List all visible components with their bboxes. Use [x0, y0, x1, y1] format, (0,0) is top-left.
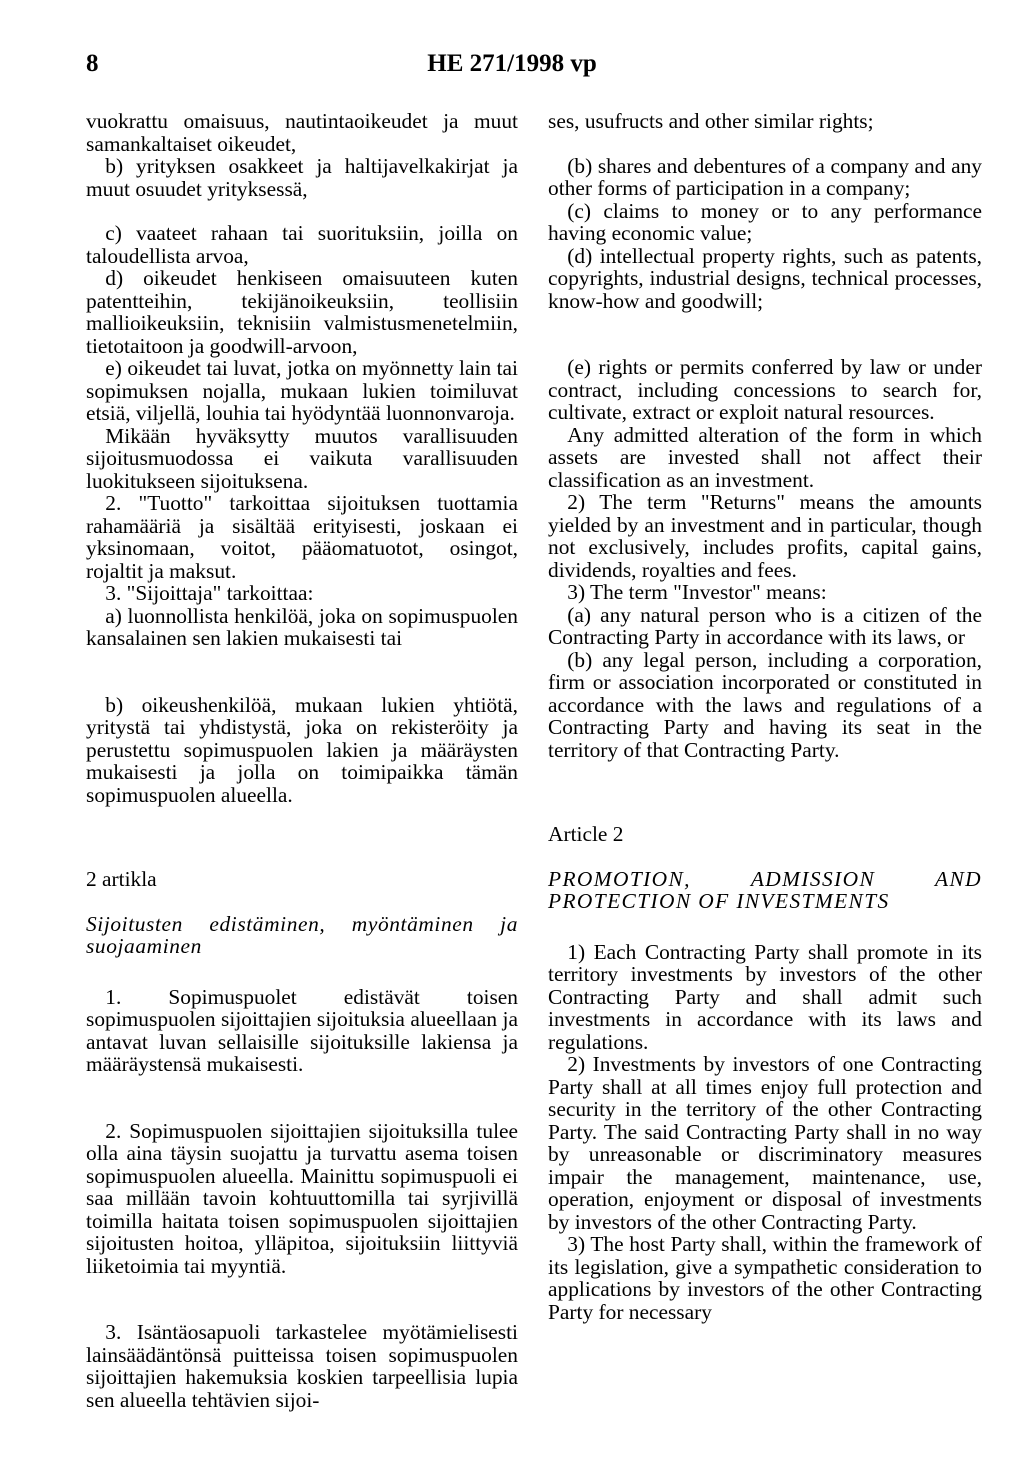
document-id: HE 271/1998 vp [427, 50, 597, 77]
fi-article-paragraph-1: 1. Sopimuspuolet edistävät toisen sopimuspuolen sijoittajien sijoituksia alueellaan ja antavat luvan sellaisille sijoituksille lakiensa ja määräystensä mukaisesti. [86, 984, 518, 1076]
fi-paragraph-9: a) luonnollista henkilöä, joka on sopimuspuolen kansalainen sen lakien mukaisesti tai [86, 603, 518, 650]
fi-paragraph-6: Mikään hyväksytty muutos varallisuuden sijoitusmuodossa ei vaikuta varallisuuden luokitukseen sijoituksena. [86, 423, 518, 493]
en-paragraph-8: 3) The term "Investor" means: [567, 580, 827, 604]
fi-paragraph-1: vuokrattu omaisuus, nautintaoikeudet ja muut samankaltaiset oikeudet, [86, 109, 518, 156]
en-paragraph-10: (b) any legal person, including a corporation, firm or association incorporated or constituted in accordance with the laws and regulations of a Contracting Party and having its seat in the territory of that Contracting Party. [548, 647, 982, 762]
fi-article-heading: 2 artikla [86, 867, 157, 891]
page-number: 8 [86, 50, 99, 77]
fi-paragraph-7: 2. "Tuotto" tarkoittaa sijoituksen tuottamia rahamääriä ja sisältää erityisesti, joskaan ei yksinomaan, voitot, pääomatuotot, osingot, rojaltit ja maksut. [86, 491, 518, 583]
en-article-paragraph-1: 1) Each Contracting Party shall promote in its territory investments by investors of the other Contracting Party and shall admit such investments in accordance with its laws and regulations. [548, 939, 982, 1054]
english-column [548, 110, 982, 1323]
fi-paragraph-4: d) oikeudet henkiseen omaisuuteen kuten patentteihin, tekijänoikeuksiin, teollisiin mallioikeuksiin, teknisiin valmistusmenetelmiin, tietotaitoon ja goodwill-arvoon, [86, 266, 518, 358]
fi-article-title: Sijoitusten edistäminen, myöntäminen ja suojaaminen [86, 911, 518, 958]
en-article-paragraph-2: 2) Investments by investors of one Contracting Party shall at all times enjoy full protection and security in the territory of the other Contracting Party. The said Contracting Party shall in no way by unreasonable or discriminatory measures impair the management, maintenance, use, operation, enjoyment or disposal of investments by investors of the other Contracting Party. [548, 1052, 982, 1234]
finnish-column [86, 110, 518, 1411]
en-paragraph-7: 2) The term "Returns" means the amounts yielded by an investment and in particular, though not exclusively, includes profits, capital gains, dividends, royalties and fees. [548, 490, 982, 582]
en-article-title: PROMOTION, ADMISSION AND PROTECTION OF INVESTMENTS [548, 866, 982, 913]
fi-paragraph-2: b) yrityksen osakkeet ja haltijavelkakirjat ja muut osuudet yrityksessä, [86, 154, 518, 201]
fi-paragraph-3: c) vaateet rahaan tai suorituksiin, joilla on taloudellista arvoa, [86, 221, 518, 268]
en-paragraph-6: Any admitted alteration of the form in which assets are invested shall not affect their classification as an investment. [548, 422, 982, 492]
en-paragraph-9: (a) any natural person who is a citizen of the Contracting Party in accordance with its laws, or [548, 602, 982, 649]
fi-paragraph-8: 3. "Sijoittaja" tarkoittaa: [105, 581, 314, 605]
en-article-paragraph-3: 3) The host Party shall, within the framework of its legislation, give a sympathetic consideration to applications by investors of the other Contracting Party for necessary [548, 1232, 982, 1324]
en-paragraph-2: (b) shares and debentures of a company and any other forms of participation in a company; [548, 153, 982, 200]
fi-article-paragraph-3: 3. Isäntäosapuoli tarkastelee myötämielisesti lainsäädäntönsä puitteissa toisen sopimuspuolen sijoittajien hakemuksia koskien tarpeellisia lupia sen alueella tehtävien sijoi- [86, 1320, 518, 1412]
en-paragraph-3: (c) claims to money or to any performance having economic value; [548, 198, 982, 245]
en-paragraph-5: (e) rights or permits conferred by law or under contract, including concessions to search for, cultivate, extract or exploit natural resources. [548, 355, 982, 424]
en-paragraph-1: ses, usufructs and other similar rights; [548, 109, 874, 133]
fi-paragraph-5: e) oikeudet tai luvat, jotka on myönnetty lain tai sopimuksen nojalla, mukaan lukien toimiluvat etsiä, viljellä, louhia tai hyödyntää luonnonvaroja. [86, 356, 518, 425]
en-paragraph-4: (d) intellectual property rights, such as patents, copyrights, industrial designs, technical processes, know-how and goodwill; [548, 243, 982, 313]
en-article-heading: Article 2 [548, 822, 624, 846]
fi-article-paragraph-2: 2. Sopimuspuolen sijoittajien sijoituksilla tulee olla aina täysin suojattu ja turvattu asema toisen sopimuspuolen alueella. Mainittu sopimuspuoli ei saa millään tavoin kohtuuttomilla tai syrjivillä toimilla haitata toisen sopimuspuolen sijoittajien sijoitusten hoitoa, ylläpitoa, sijoituksiin liittyviä liiketoimia tai myyntiä. [86, 1118, 518, 1278]
fi-paragraph-10: b) oikeushenkilöä, mukaan lukien yhtiötä, yritystä tai yhdistystä, joka on rekisteröity ja perustettu sopimuspuolen lakien ja määräysten mukaisesti ja jolla on toimipaikka tämän sopimuspuolen alueella. [86, 692, 518, 807]
